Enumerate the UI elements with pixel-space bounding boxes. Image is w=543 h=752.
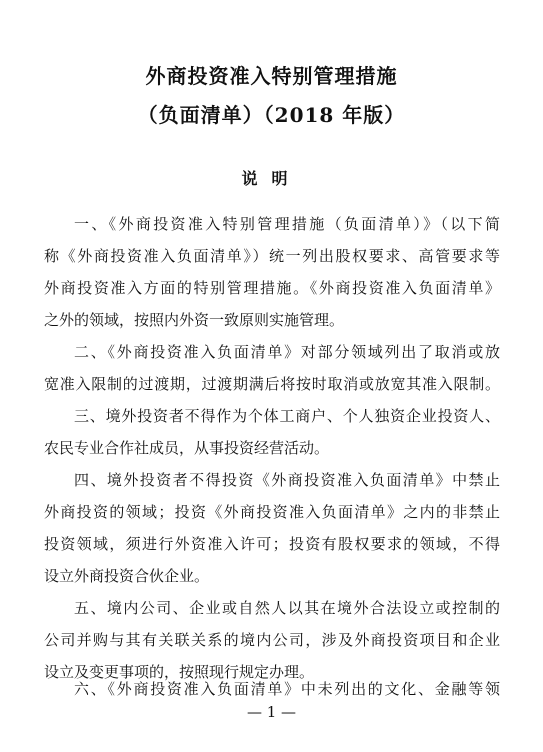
paragraph-1-line-4: 之外的领域，按照内外资一致原则实施管理。 (44, 311, 345, 329)
paragraph-4-line-1: 四、境外投资者不得投资《外商投资准入负面清单》中禁止 (74, 471, 500, 489)
page-number: — 1 — (246, 703, 297, 721)
paragraph-4-line-2: 外商投资的领域；投资《外商投资准入负面清单》之内的非禁止 (44, 503, 500, 521)
paragraph-1-line-3: 外商投资准入方面的特别管理措施。《外商投资准入负面清单》 (44, 279, 500, 297)
document-subtitle: （负面清单）（2018 年版） (137, 103, 406, 127)
paragraph-1-line-2: 称《外商投资准入负面清单》）统一列出股权要求、高管要求等 (44, 247, 500, 265)
section-heading: 说明 (241, 169, 302, 188)
paragraph-5-line-2: 公司并购与其有关联关系的境内公司，涉及外商投资项目和企业 (44, 631, 500, 649)
paragraph-4-line-3: 投资领域，须进行外资准入许可；投资有股权要求的领域，不得 (44, 535, 500, 553)
paragraph-6-line-1: 六、《外商投资准入负面清单》中未列出的文化、金融等领 (74, 680, 500, 698)
paragraph-3-line-2: 农民专业合作社成员，从事投资经营活动。 (44, 439, 330, 457)
paragraph-2-line-1: 二、《外商投资准入负面清单》对部分领域列出了取消或放 (74, 343, 500, 361)
document-title: 外商投资准入特别管理措施 (145, 64, 398, 88)
paragraph-2-line-2: 宽准入限制的过渡期，过渡期满后将按时取消或放宽其准入限制。 (44, 375, 500, 393)
paragraph-5-line-3: 设立及变更事项的，按照现行规定办理。 (44, 663, 315, 681)
paragraph-5-line-1: 五、境内公司、企业或自然人以其在境外合法设立或控制的 (74, 599, 500, 617)
paragraph-3-line-1: 三、境外投资者不得作为个体工商户、个人独资企业投资人、 (74, 407, 500, 425)
paragraph-4-line-4: 设立外商投资合伙企业。 (44, 567, 210, 585)
paragraph-1-line-1: 一、《外商投资准入特别管理措施（负面清单）》（以下简 (74, 215, 500, 233)
